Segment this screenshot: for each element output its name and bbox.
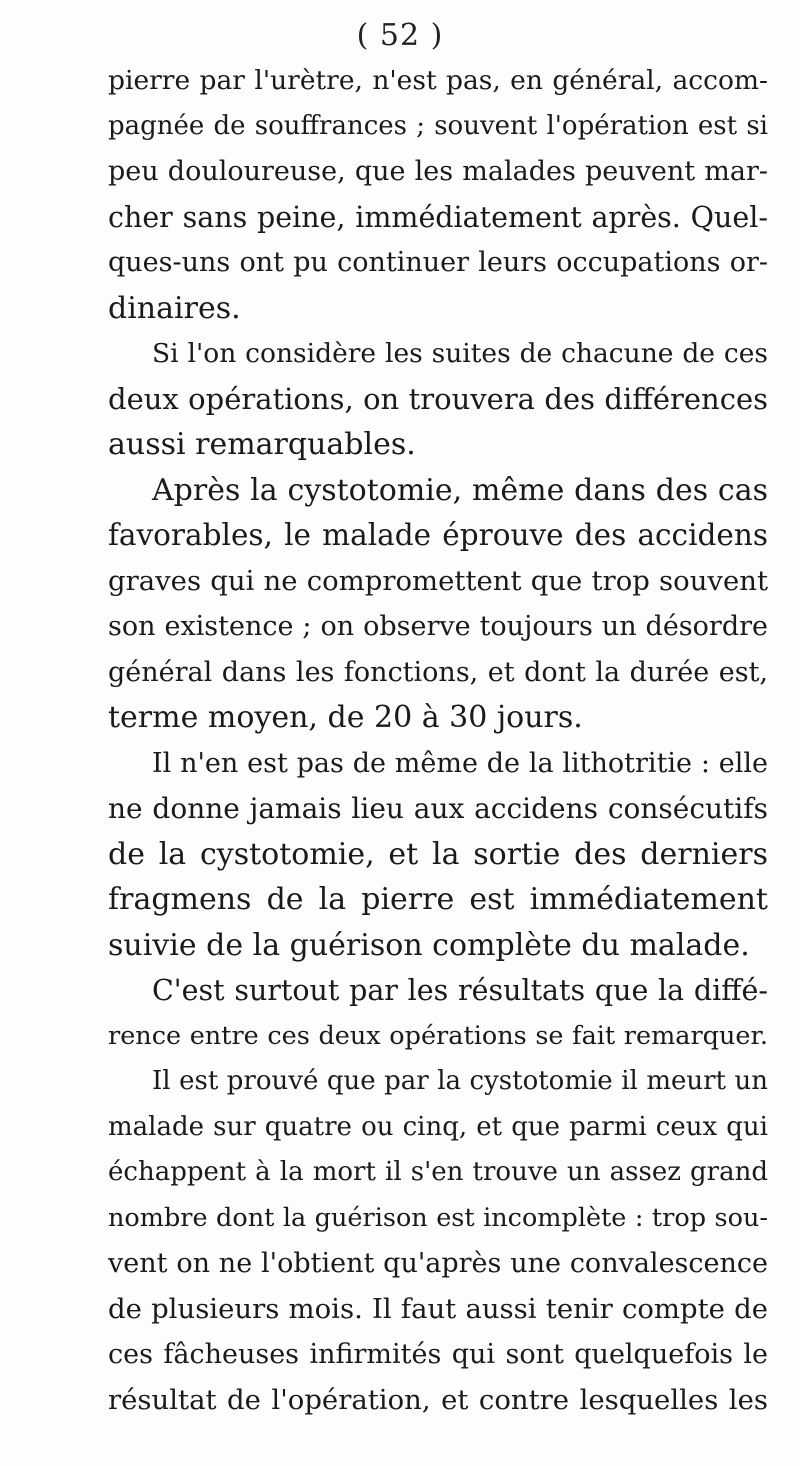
text-line: nombre dont la guérison est incomplète : trop sou- (108, 1202, 768, 1233)
text-line: résultat de l'opération, et contre lesquelles les (108, 1383, 768, 1416)
text-line: Si l'on considère les suites de chacune de ces (152, 338, 768, 369)
text-line: suivie de la guérison complète du malade. (108, 927, 750, 963)
text-line: général dans les fonctions, et dont la durée est, (108, 656, 768, 688)
text-line: Il est prouvé que par la cystotomie il meurt un (152, 1066, 768, 1096)
text-line: de la cystotomie, et la sortie des derniers (108, 836, 768, 872)
page-number: ( 52 ) (356, 18, 444, 53)
text-line: malade sur quatre ou cinq, et que parmi ceux qui (108, 1111, 768, 1142)
text-line: deux opérations, on trouvera des différences (108, 381, 768, 416)
text-line: C'est surtout par les résultats que la diffé- (152, 974, 768, 1007)
text-line: Après la cystotomie, même dans des cas (152, 472, 768, 508)
text-line: aussi remarquables. (108, 427, 416, 462)
text-line: pagnée de souffrances ; souvent l'opération est si (108, 110, 768, 141)
text-line: vent on ne l'obtient qu'après une convalescence (108, 1248, 768, 1279)
text-line: pierre par l'urètre, n'est pas, en général, accom- (108, 65, 768, 96)
text-line: ne donne jamais lieu aux accidens consécutifs (108, 792, 768, 825)
text-line: échappent à la mort il s'en trouve un assez grand (108, 1157, 768, 1187)
text-line: son existence ; on observe toujours un désordre (108, 611, 768, 642)
text-line: de plusieurs mois. Il faut aussi tenir compte de (108, 1292, 768, 1325)
body-text (108, 58, 768, 1423)
text-line: ces fâcheuses infirmités qui sont quelquefois le (108, 1339, 768, 1370)
text-line: graves qui ne compromettent que trop souvent (108, 564, 768, 597)
text-line: fragmens de la pierre est immédiatement (108, 882, 768, 917)
text-line: rence entre ces deux opérations se fait remarquer. (108, 1020, 768, 1051)
text-line: Il n'en est pas de même de la lithotritie : elle (152, 747, 768, 779)
text-line: favorables, le malade éprouve des accidens (108, 518, 768, 552)
text-line: ques-uns ont pu continuer leurs occupations or- (108, 247, 768, 278)
text-line: peu douloureuse, que les malades peuvent mar- (108, 156, 768, 187)
text-line: cher sans peine, immédiatement après. Quel- (108, 200, 768, 234)
text-line: terme moyen, de 20 à 30 jours. (108, 700, 583, 735)
text-line: dinaires. (108, 290, 241, 326)
